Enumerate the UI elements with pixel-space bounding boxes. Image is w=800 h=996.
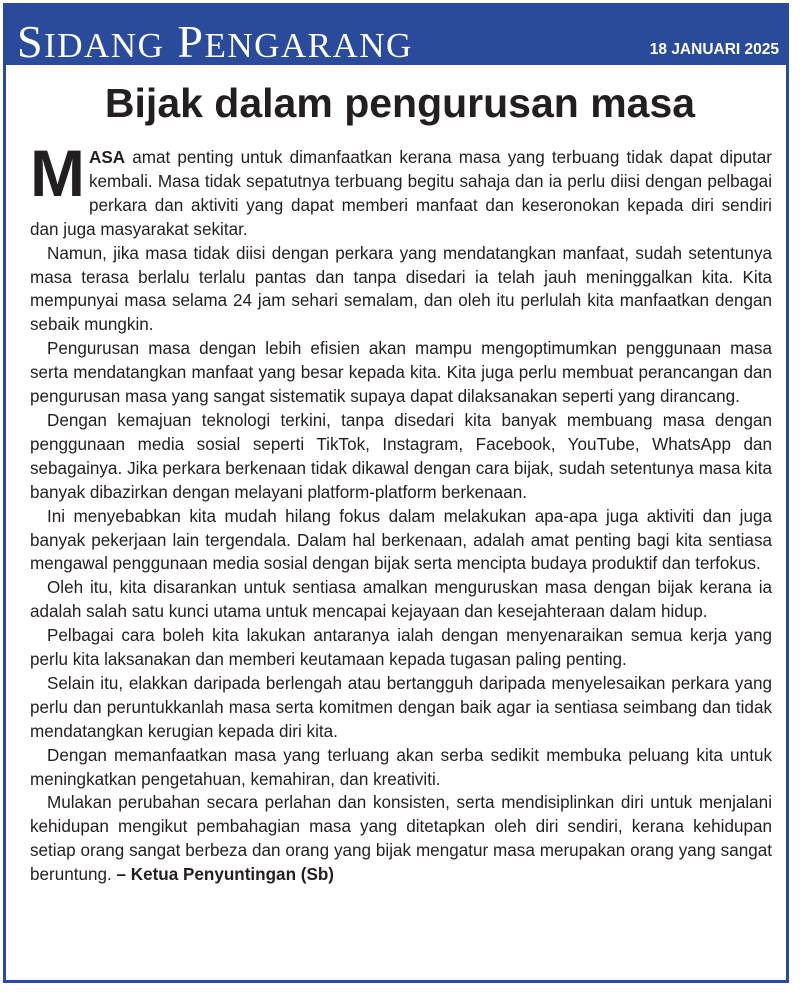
lead-in: ASA <box>88 148 126 167</box>
paragraph-3: Pengurusan masa dengan lebih efisien akan mampu mengoptimumkan penggunaan masa serta mendatangkan manfaat yang besar kepada kita. Kita juga perlu membuat perancangan dan pengurusan masa yang sangat sistematik supaya dapat dilaksanakan seperti yang dirancang. <box>30 339 772 407</box>
paragraph-1: MASA amat penting untuk dimanfaatkan kerana masa yang terbuang tidak dapat diputar kembali. Masa tidak sepatutnya terbuang begitu sahaja dan ia perlu diisi dengan pelbagai perkara dan aktiviti yang dapat memberi manfaat dan keseronokan kepada diri sendiri dan juga masyarakat sekitar. <box>30 136 772 239</box>
paragraph-5: Ini menyebabkan kita mudah hilang fokus dalam melakukan apa-apa juga aktiviti dan juga banyak pekerjaan lain tergendala. Dalam hal berkenaan, adalah amat penting bagi kita sentiasa mengawal penggunaan media sosial dengan bijak serta mencipta budaya produktif dan terfokus. <box>30 506 772 574</box>
author-signature: – Ketua Penyuntingan (Sb) <box>116 865 334 885</box>
paragraph-4: Dengan kemajuan teknologi terkini, tanpa disedari kita banyak membuang masa dengan penggunaan media sosial seperti TikTok, Instagram, Facebook, YouTube, WhatsApp dan sebagainya. Jika perkara berkenaan tidak dikawal dengan cara bijak, sudah setentunya masa kita banyak dibazirkan dengan melayani platform-platform berkenaan. <box>30 410 772 502</box>
paragraph-8: Selain itu, elakkan daripada berlengah atau bertangguh daripada menyelesaikan perkara yang perlu dan peruntukkanlah masa serta komitmen dengan baik agar ia sentiasa seimbang dan tidak mendatangkan kerugian kepada diri kita. <box>30 673 772 741</box>
paragraph-2: Namun, jika masa tidak diisi dengan perkara yang mendatangkan manfaat, sudah setentunya masa terasa berlalu terlalu pantas dan tanpa disedari ia telah jauh meninggalkan kita. Kita mempunyai masa selama 24 jam sehari semalam, dan oleh itu perlulah kita manfaatkan dengan sebaik mungkin. <box>30 243 772 335</box>
drop-cap: M <box>30 136 85 210</box>
article-body <box>30 136 772 887</box>
section-title: SIDANG PENGARANG <box>17 16 413 67</box>
masthead-banner <box>3 3 789 65</box>
paragraph-10: Mulakan perubahan secara perlahan dan konsisten, serta mendisiplinkan diri untuk menjalani kehidupan mengikut pembahagian masa yang ditetapkan oleh diri sendiri, kerana kehidupan setiap orang sangat berbeza dan orang yang bijak mengatur masa merupakan orang yang sangat beruntung. – Ketua Penyuntingan (Sb) <box>30 793 772 885</box>
paragraph-7: Pelbagai cara boleh kita lakukan antaranya ialah dengan menyenaraikan semua kerja yang perlu kita laksanakan dan memberi keutamaan kepada tugasan paling penting. <box>30 626 772 670</box>
paragraph-6: Oleh itu, kita disarankan untuk sentiasa amalkan menguruskan masa dengan bijak kerana ia adalah salah satu kunci utama untuk mencapai kejayaan dan kesejahteraan dalam hidup. <box>30 578 772 622</box>
paragraph-9: Dengan memanfaatkan masa yang terluang akan serba sedikit membuka peluang kita untuk meningkatkan pengetahuan, kemahiran, dan kreativiti. <box>30 745 772 789</box>
issue-date: 18 JANUARI 2025 <box>649 41 779 58</box>
article-headline: Bijak dalam pengurusan masa <box>104 80 696 126</box>
